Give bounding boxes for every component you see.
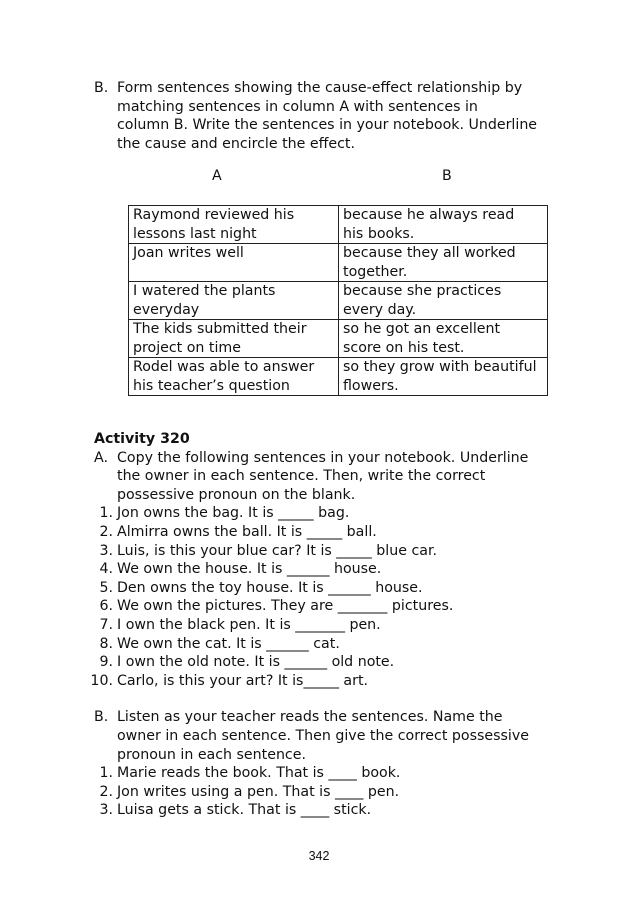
instruction-line: matching sentences in column A with sentences in xyxy=(117,98,478,115)
column-a-heading: A xyxy=(212,168,222,184)
list-item: 1. Marie reads the book. That is ____ book. xyxy=(99,765,401,782)
list-item: 8. We own the cat. It is ______ cat. xyxy=(99,635,340,652)
column-b-heading: B xyxy=(442,168,452,184)
part-b-list xyxy=(81,764,554,820)
instruction-line: Form sentences showing the cause-effect relationship by xyxy=(117,80,523,96)
instruction-line: the cause and encircle the effect. xyxy=(117,135,355,152)
column-a-cell: Joan writes well xyxy=(129,244,339,282)
list-item: 3. Luis, is this your blue car? It is _____ blue car. xyxy=(99,542,437,559)
table-row xyxy=(129,244,548,282)
table-row xyxy=(129,320,548,358)
list-item: 10. Carlo, is this your art? It is_____ art. xyxy=(90,672,369,689)
column-b-cell: because he always read his books. xyxy=(339,206,548,244)
list-item: 7. I own the black pen. It is _______ pen. xyxy=(99,616,381,633)
instruction-line: Listen as your teacher reads the sentences. Name the xyxy=(117,709,503,726)
table-row xyxy=(129,282,548,320)
page-number: 342 xyxy=(308,849,330,863)
column-b-cell: so he got an excellent score on his test. xyxy=(339,320,548,358)
part-a-marker: A. xyxy=(94,449,108,466)
instruction-line: Copy the following sentences in your notebook. Underline xyxy=(117,449,529,466)
activity-section xyxy=(90,430,554,820)
table-row xyxy=(129,358,548,396)
column-b-cell: because she practices every day. xyxy=(339,282,548,320)
instruction-line: the owner in each sentence. Then, write the correct xyxy=(117,468,486,485)
list-item: 3. Luisa gets a stick. That is ____ stick. xyxy=(99,802,372,819)
list-item: 2. Jon writes using a pen. That is ____ pen. xyxy=(99,783,400,800)
part-b-marker: B. xyxy=(94,80,109,96)
column-b-cell: because they all worked together. xyxy=(339,244,548,282)
part-a-list xyxy=(81,504,554,690)
instruction-line: column B. Write the sentences in your notebook. Underline xyxy=(117,117,538,134)
part-b-marker-2: B. xyxy=(94,709,109,726)
table-row xyxy=(129,206,548,244)
list-item: 9. I own the old note. It is ______ old note. xyxy=(99,654,395,671)
part-a-instructions xyxy=(94,449,554,505)
part-b-instructions xyxy=(94,79,554,153)
list-item: 1. Jon owns the bag. It is _____ bag. xyxy=(99,505,350,522)
list-item: 2. Almirra owns the ball. It is _____ ball. xyxy=(99,523,377,540)
instruction-line: pronoun in each sentence. xyxy=(117,746,306,763)
instruction-line: owner in each sentence. Then give the correct possessive xyxy=(117,727,529,744)
column-a-cell: The kids submitted their project on time xyxy=(129,320,339,358)
column-a-cell: Raymond reviewed his lessons last night xyxy=(129,206,339,244)
list-item: 6. We own the pictures. They are _______ pictures. xyxy=(99,598,454,615)
column-a-cell: I watered the plants everyday xyxy=(129,282,339,320)
column-b-cell: so they grow with beautiful flowers. xyxy=(339,358,548,396)
matching-table xyxy=(128,205,548,396)
part-b-instructions-2 xyxy=(94,708,554,764)
list-item: 5. Den owns the toy house. It is ______ house. xyxy=(99,579,423,596)
instruction-line: possessive pronoun on the blank. xyxy=(117,486,356,503)
activity-title: Activity 320 xyxy=(94,431,190,447)
list-item: 4. We own the house. It is ______ house. xyxy=(99,561,382,578)
column-a-cell: Rodel was able to answer his teacher’s question xyxy=(129,358,339,396)
